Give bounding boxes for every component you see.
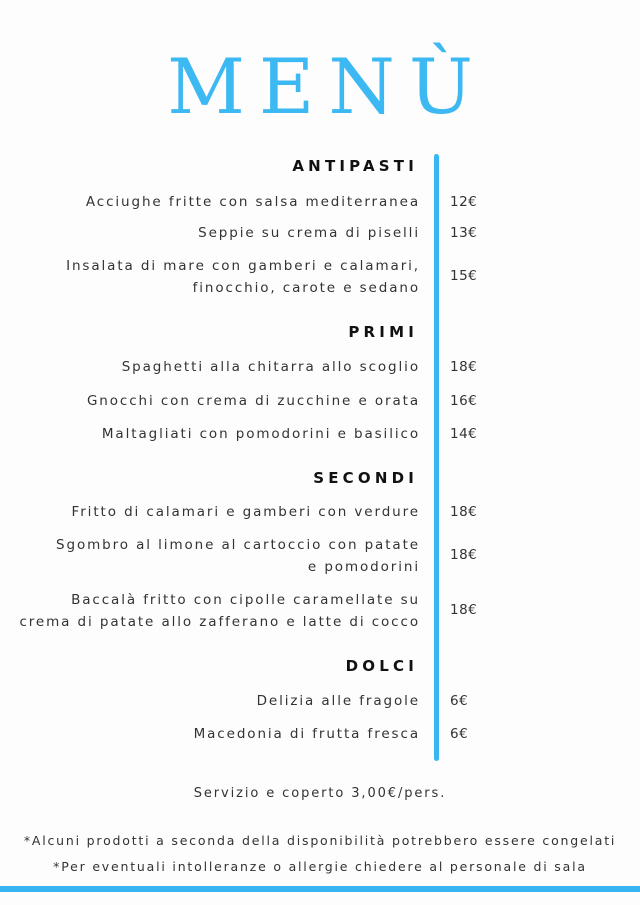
menu-item-price: 18€ (450, 504, 478, 520)
menu-item: Macedonia di frutta fresca (193, 726, 420, 742)
menu-item-price: 18€ (450, 547, 478, 563)
menu-item-price: 18€ (450, 602, 478, 618)
menu-item: Gnocchi con crema di zucchine e orata (86, 393, 420, 409)
allergy-note: *Per eventuali intolleranze o allergie chiedere al personale di sala (53, 859, 587, 874)
menu-item: Delizia alle fragole (256, 693, 420, 709)
menu-item-line-2: e pomodorini (307, 559, 420, 575)
menu-item-line-1: Sgombro al limone al cartoccio con patate (56, 537, 420, 553)
section-heading-antipasti: ANTIPASTI (292, 157, 418, 175)
bottom-accent-bar (0, 886, 640, 892)
menu-item: Maltagliati con pomodorini e basilico (101, 426, 420, 442)
menu-item-price: 13€ (450, 225, 478, 241)
page-title: MENÙ (167, 42, 487, 131)
menu-item-price: 15€ (450, 268, 478, 284)
menu-item: Seppie su crema di piselli (198, 225, 420, 241)
menu-item-line-2: finocchio, carote e sedano (192, 280, 420, 296)
service-charge-note: Servizio e coperto 3,00€/pers. (193, 786, 447, 801)
section-heading-primi: PRIMI (348, 323, 418, 341)
menu-item-line-1: Baccalà fritto con cipolle caramellate su (71, 592, 420, 608)
menu-item-price: 18€ (450, 359, 478, 375)
menu-item-price: 16€ (450, 393, 478, 409)
section-heading-secondi: SECONDI (313, 469, 418, 487)
menu-item-price: 12€ (450, 194, 478, 210)
menu-item: Acciughe fritte con salsa mediterranea (85, 194, 420, 210)
menu-item-price: 6€ (450, 693, 469, 709)
menu-item: Spaghetti alla chitarra allo scoglio (121, 359, 420, 375)
menu-item-price: 6€ (450, 726, 469, 742)
menu-item-line-2: crema di patate allo zafferano e latte di cocco (19, 614, 420, 630)
menu-item: Fritto di calamari e gamberi con verdure (71, 504, 420, 520)
menu-item-price: 14€ (450, 426, 478, 442)
section-heading-dolci: DOLCI (345, 657, 418, 675)
menu-item-line-1: Insalata di mare con gamberi e calamari, (66, 258, 420, 274)
frozen-products-note: *Alcuni prodotti a seconda della disponibilità potrebbero essere congelati (23, 833, 617, 848)
vertical-divider (434, 154, 439, 761)
